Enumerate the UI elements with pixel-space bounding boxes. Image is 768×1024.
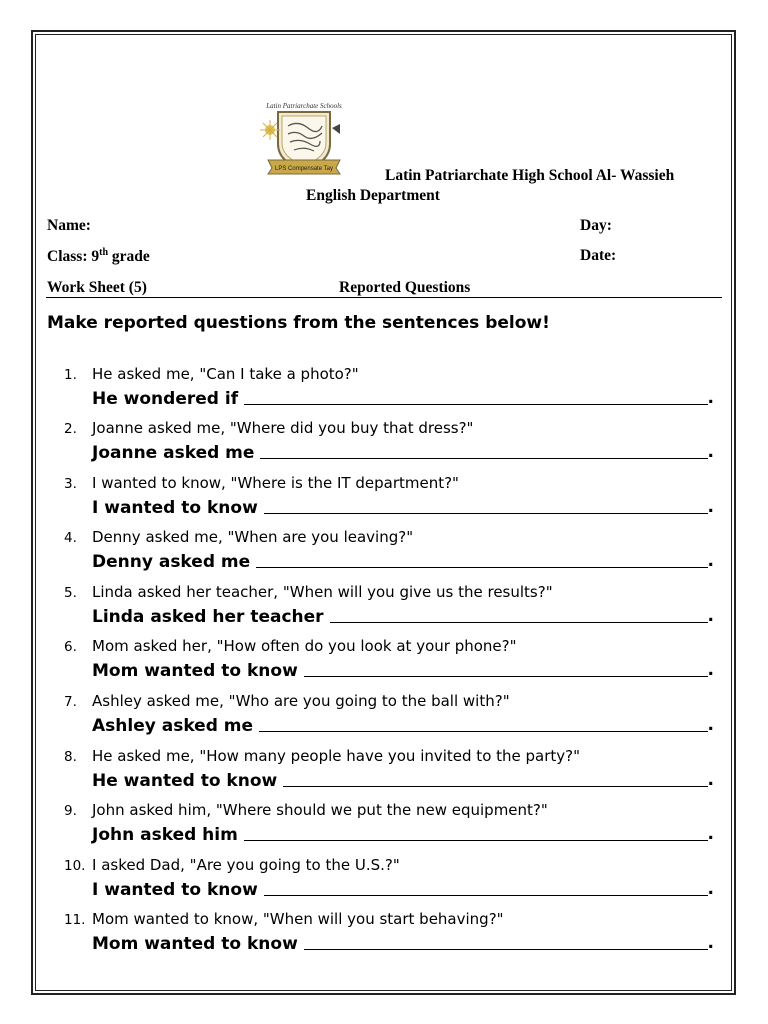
question-text: He asked me, "Can I take a photo?"	[92, 365, 359, 383]
class-sup: th	[99, 247, 109, 258]
answer-period: .	[707, 879, 714, 899]
answer-row	[92, 548, 714, 572]
question-text: Mom wanted to know, "When will you start behaving?"	[92, 910, 504, 928]
question-number: 3.	[64, 476, 77, 492]
instructions: Make reported questions from the sentences below!	[47, 313, 550, 333]
question-number: 9.	[64, 803, 77, 819]
question-text: Ashley asked me, "Who are you going to the ball with?"	[92, 692, 510, 710]
question-item	[0, 367, 768, 417]
answer-period: .	[707, 715, 714, 735]
question-text: Mom asked her, "How often do you look at your phone?"	[92, 637, 517, 655]
question-number: 7.	[64, 694, 77, 710]
class-label	[47, 247, 150, 266]
answer-row	[92, 657, 714, 681]
question-item	[0, 639, 768, 689]
answer-period: .	[707, 606, 714, 626]
answer-row	[92, 603, 714, 627]
date-label: Date:	[580, 247, 617, 264]
question-text: Joanne asked me, "Where did you buy that dress?"	[92, 419, 474, 437]
name-label: Name:	[47, 217, 91, 234]
question-number: 6.	[64, 639, 77, 655]
answer-row	[92, 876, 714, 900]
answer-stem: Ashley asked me	[92, 716, 254, 736]
answer-stem: He wondered if	[92, 389, 239, 409]
question-number: 1.	[64, 367, 77, 383]
question-item	[0, 694, 768, 744]
answer-period: .	[707, 442, 714, 462]
question-item	[0, 585, 768, 635]
answer-period: .	[707, 497, 714, 517]
question-text: Denny asked me, "When are you leaving?"	[92, 528, 414, 546]
answer-blank[interactable]	[259, 715, 707, 732]
class-prefix: Class: 9	[47, 248, 100, 266]
answer-period: .	[707, 824, 714, 844]
answer-blank[interactable]	[304, 933, 708, 950]
answer-stem: Denny asked me	[92, 552, 251, 572]
answer-stem: Mom wanted to know	[92, 934, 298, 954]
school-logo	[248, 100, 360, 178]
question-item	[0, 858, 768, 908]
question-text: John asked him, "Where should we put the new equipment?"	[92, 801, 548, 819]
answer-row	[92, 439, 714, 463]
answer-stem: I wanted to know	[92, 880, 258, 900]
question-item	[0, 421, 768, 471]
answer-period: .	[707, 933, 714, 953]
question-number: 8.	[64, 749, 77, 765]
question-number: 10.	[64, 858, 86, 874]
question-text: Linda asked her teacher, "When will you give us the results?"	[92, 583, 553, 601]
question-item	[0, 476, 768, 526]
answer-stem: He wanted to know	[92, 771, 278, 791]
question-text: I asked Dad, "Are you going to the U.S.?"	[92, 856, 400, 874]
answer-stem: John asked him	[92, 825, 238, 845]
worksheet-label: Work Sheet (5)	[47, 279, 147, 296]
answer-period: .	[707, 388, 714, 408]
answer-blank[interactable]	[244, 824, 708, 841]
answer-blank[interactable]	[244, 388, 707, 405]
answer-blank[interactable]	[264, 497, 708, 514]
header-divider	[46, 297, 722, 298]
question-number: 11.	[64, 912, 86, 928]
answer-blank[interactable]	[304, 660, 708, 677]
answer-row	[92, 821, 714, 845]
class-suffix: grade	[108, 248, 150, 266]
question-item	[0, 749, 768, 799]
day-label: Day:	[580, 217, 612, 234]
logo-top-text: Latin Patriarchate Schools	[266, 102, 342, 110]
department-name: English Department	[306, 187, 440, 204]
question-item	[0, 530, 768, 580]
answer-stem: Mom wanted to know	[92, 661, 298, 681]
question-item	[0, 912, 768, 962]
school-name: Latin Patriarchate High School Al- Wassieh	[385, 167, 675, 184]
answer-blank[interactable]	[330, 606, 708, 623]
answer-stem: I wanted to know	[92, 498, 258, 518]
answer-stem: Linda asked her teacher	[92, 607, 324, 627]
answer-row	[92, 494, 714, 518]
answer-period: .	[707, 660, 714, 680]
answer-row	[92, 930, 714, 954]
answer-blank[interactable]	[264, 879, 708, 896]
question-number: 2.	[64, 421, 77, 437]
answer-stem: Joanne asked me	[92, 443, 255, 463]
answer-row	[92, 712, 714, 736]
answer-row	[92, 385, 714, 409]
question-number: 4.	[64, 530, 77, 546]
answer-period: .	[707, 770, 714, 790]
answer-period: .	[707, 551, 714, 571]
answer-blank[interactable]	[283, 770, 707, 787]
topic-label: Reported Questions	[339, 279, 471, 296]
answer-blank[interactable]	[260, 442, 707, 459]
question-item	[0, 803, 768, 853]
answer-row	[92, 767, 714, 791]
question-number: 5.	[64, 585, 77, 601]
answer-blank[interactable]	[256, 551, 707, 568]
question-text: He asked me, "How many people have you invited to the party?"	[92, 747, 581, 765]
question-text: I wanted to know, "Where is the IT department?"	[92, 474, 459, 492]
logo-ribbon-text: LPS Compensate Tay	[275, 166, 333, 172]
